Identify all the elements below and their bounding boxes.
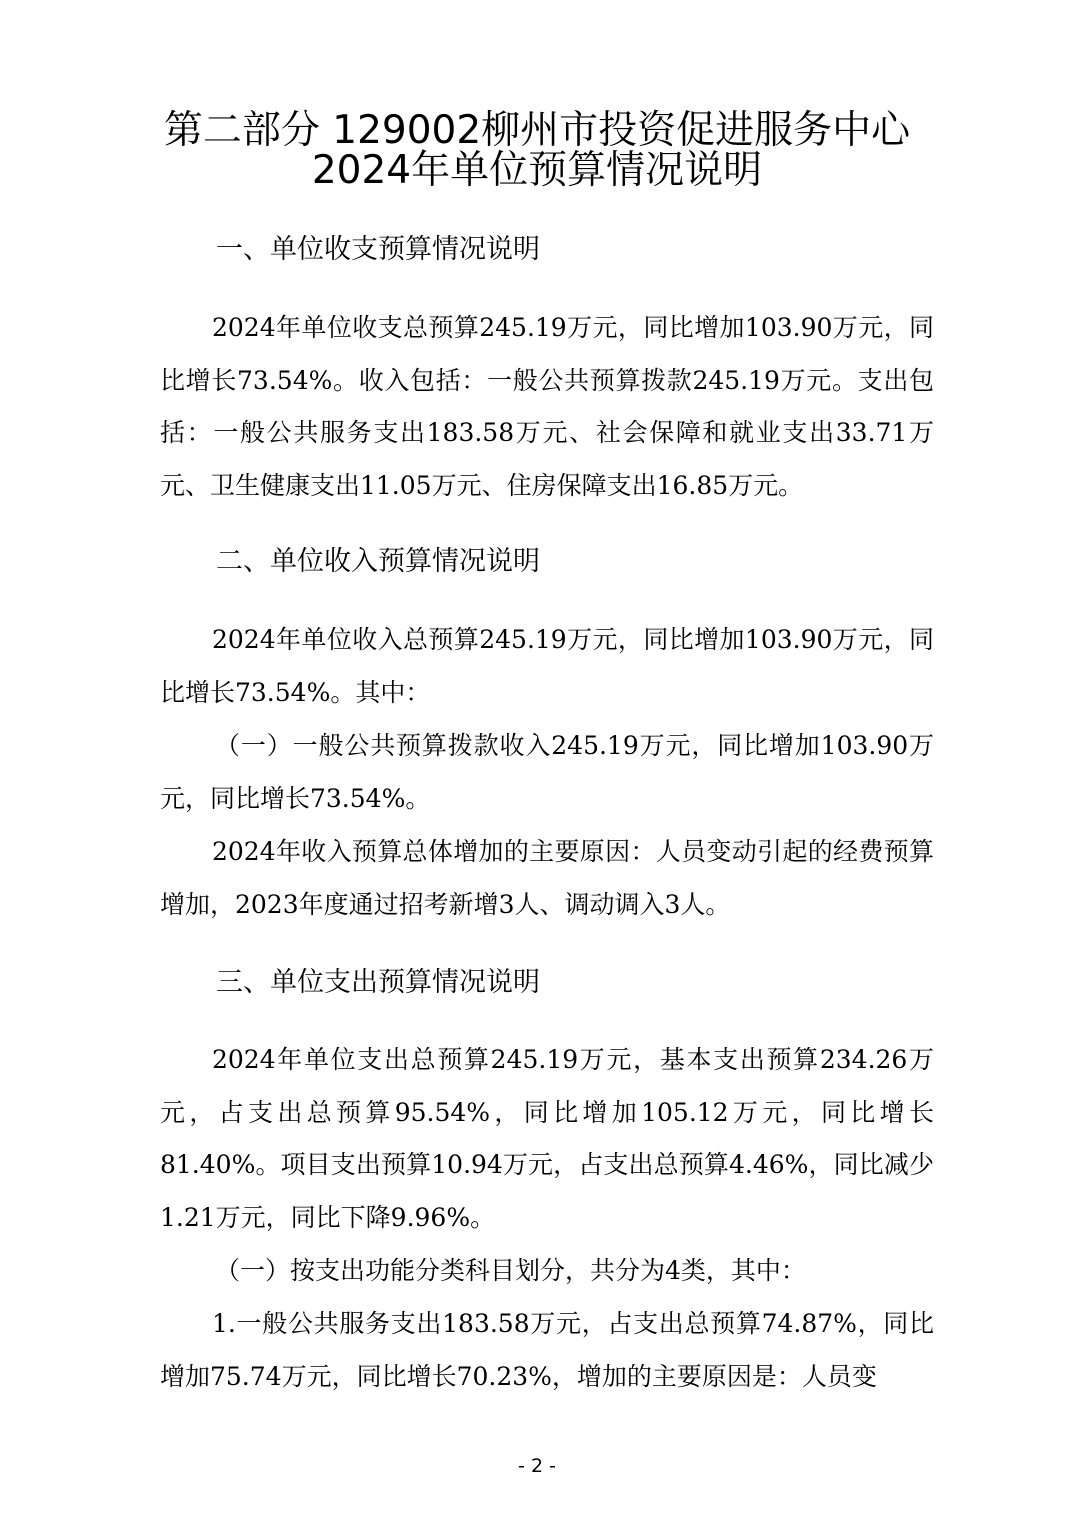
section-heading-3: 三、单位支出预算情况说明 (216, 967, 540, 998)
document-title-line-1: 第二部分 129002柳州市投资促进服务中心 (163, 108, 911, 153)
section-3-paragraph-2: （一）按支出功能分类科目划分，共分为4类，其中： (215, 1256, 806, 1285)
section-1-paragraph-1: 2024年单位收支总预算245.19万元，同比增加103.90万元，同比增长73.54%。收入包括：一般公共预算拨款245.19万元。支出包括：一般公共服务支出183.58万元、社会保障和就业支出33.71万元、卫生健康支出11.05万元、住房保障支出16.85万元。 (160, 313, 934, 501)
document-title-line-2: 2024年单位预算情况说明 (311, 148, 763, 193)
section-2-paragraph-2: （一）一般公共预算拨款收入245.19万元，同比增加103.90万元，同比增长73.54%。 (160, 731, 934, 813)
page-number: - 2 - (518, 1455, 556, 1477)
section-heading-2: 二、单位收入预算情况说明 (216, 546, 540, 577)
section-heading-1: 一、单位收支预算情况说明 (216, 234, 540, 265)
section-2-paragraph-1: 2024年单位收入总预算245.19万元，同比增加103.90万元，同比增长73.54%。其中： (160, 625, 934, 707)
section-3-paragraph-1: 2024年单位支出总预算245.19万元，基本支出预算234.26万元，占支出总预算95.54%，同比增加105.12万元，同比增长81.40%。项目支出预算10.94万元，占支出总预算4.46%，同比减少1.21万元，同比下降9.96%。 (160, 1045, 934, 1233)
section-3-paragraph-3: 1.一般公共服务支出183.58万元，占支出总预算74.87%，同比增加75.74万元，同比增长70.23%，增加的主要原因是：人员变 (160, 1309, 934, 1391)
section-2-paragraph-3: 2024年收入预算总体增加的主要原因：人员变动引起的经费预算增加，2023年度通过招考新增3人、调动调入3人。 (160, 837, 934, 919)
